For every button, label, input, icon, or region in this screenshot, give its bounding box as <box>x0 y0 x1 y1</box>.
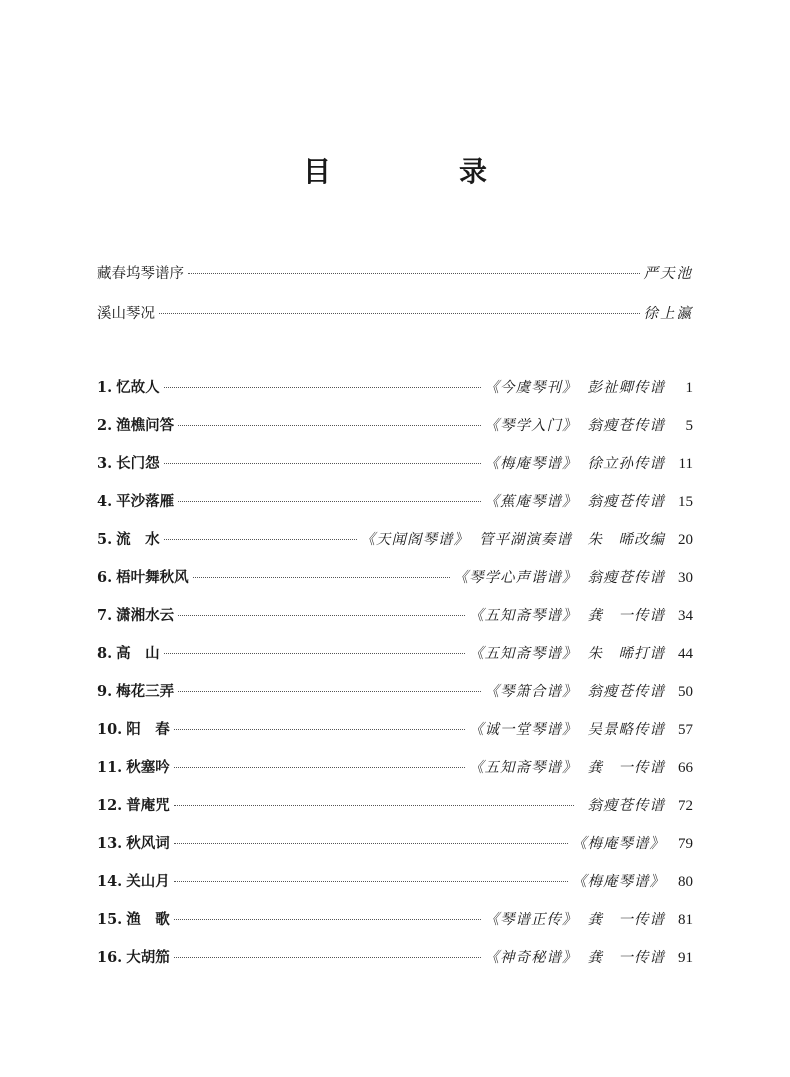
entry-title: 渔樵问答 <box>116 417 175 434</box>
toc-entry <box>97 642 693 680</box>
entry-source: 《蕉庵琴谱》 <box>484 494 578 510</box>
entry-transcriber: 管平湖演奏谱 朱 晞改编 <box>479 532 665 548</box>
preface-list <box>97 262 693 342</box>
entry-transcriber: 龚 一传谱 <box>587 950 665 966</box>
toc-entry <box>97 870 693 908</box>
toc-entry <box>97 832 693 870</box>
entry-source: 《五知斋琴谱》 <box>469 646 578 662</box>
page-title: 目 录 <box>302 155 537 188</box>
entry-transcriber: 翁瘦苍传谱 <box>587 570 665 586</box>
entry-page-number: 79 <box>678 836 693 852</box>
entry-page-number: 20 <box>678 532 693 548</box>
entry-number: 9. <box>97 683 113 700</box>
dot-leader <box>174 881 568 882</box>
entry-transcriber: 龚 一传谱 <box>587 608 665 624</box>
preface-author: 严天池 <box>643 266 693 282</box>
toc-entry <box>97 452 693 490</box>
toc-entry <box>97 604 693 642</box>
entry-number: 3. <box>97 455 113 472</box>
entry-title: 忆故人 <box>116 379 160 396</box>
entry-number: 6. <box>97 569 113 586</box>
entry-transcriber: 龚 一传谱 <box>587 760 665 776</box>
entry-page-number: 81 <box>678 912 693 928</box>
dot-leader <box>188 273 640 274</box>
entry-title: 平沙落雁 <box>116 493 175 510</box>
entry-title: 长门怨 <box>116 455 160 472</box>
entry-page-number: 11 <box>678 456 693 472</box>
entry-number: 12. <box>97 797 123 814</box>
dot-leader <box>174 767 465 768</box>
toc-entry <box>97 756 693 794</box>
entry-page-number: 1 <box>685 380 693 396</box>
entry-page-number: 30 <box>678 570 693 586</box>
entry-page-number: 57 <box>678 722 693 738</box>
dot-leader <box>178 615 465 616</box>
dot-leader <box>174 729 465 730</box>
entry-page-number: 91 <box>678 950 693 966</box>
entry-source: 《诚一堂琴谱》 <box>469 722 578 738</box>
entry-source: 《五知斋琴谱》 <box>469 608 578 624</box>
preface-title: 藏春坞琴谱序 <box>97 266 184 282</box>
entry-number: 4. <box>97 493 113 510</box>
preface-title: 溪山琴况 <box>97 306 155 322</box>
dot-leader <box>159 313 640 314</box>
entry-page-number: 66 <box>678 760 693 776</box>
entry-source: 《梅庵琴谱》 <box>484 456 578 472</box>
dot-leader <box>174 957 481 958</box>
entry-source: 《琴谱正传》 <box>484 912 578 928</box>
dot-leader <box>193 577 450 578</box>
entry-page-number: 50 <box>678 684 693 700</box>
entry-number: 5. <box>97 531 113 548</box>
entry-source: 《神奇秘谱》 <box>484 950 578 966</box>
entry-transcriber: 吴景略传谱 <box>587 722 665 738</box>
entry-number: 11. <box>97 759 123 776</box>
entry-title: 关山月 <box>126 873 170 890</box>
entry-title: 秋风词 <box>126 835 170 852</box>
entry-title: 流 水 <box>116 531 160 548</box>
preface-author: 徐上瀛 <box>643 306 693 322</box>
entry-number: 13. <box>97 835 123 852</box>
toc-entry <box>97 490 693 528</box>
entry-number: 2. <box>97 417 113 434</box>
entry-title: 梅花三弄 <box>116 683 175 700</box>
dot-leader <box>174 805 574 806</box>
entry-source: 《梅庵琴谱》 <box>572 874 665 890</box>
entry-page-number: 5 <box>685 418 693 434</box>
entry-source: 《五知斋琴谱》 <box>469 760 578 776</box>
entry-title: 潇湘水云 <box>116 607 175 624</box>
toc-entry <box>97 528 693 566</box>
entry-transcriber: 彭祉卿传谱 <box>587 380 665 396</box>
entry-transcriber: 翁瘦苍传谱 <box>587 494 665 510</box>
entry-source: 《梅庵琴谱》 <box>572 836 665 852</box>
toc-entry <box>97 908 693 946</box>
entry-transcriber: 朱 晞打谱 <box>587 646 665 662</box>
entry-page-number: 80 <box>678 874 693 890</box>
entry-number: 14. <box>97 873 123 890</box>
preface-item <box>97 302 693 342</box>
dot-leader <box>178 425 480 426</box>
entry-number: 16. <box>97 949 123 966</box>
entry-page-number: 44 <box>678 646 693 662</box>
entry-transcriber: 翁瘦苍传谱 <box>587 418 665 434</box>
entry-page-number: 72 <box>678 798 693 814</box>
entry-transcriber: 徐立孙传谱 <box>587 456 665 472</box>
toc-entry <box>97 414 693 452</box>
dot-leader <box>178 691 480 692</box>
dot-leader <box>178 501 480 502</box>
dot-leader <box>164 539 357 540</box>
toc-entry <box>97 376 693 414</box>
dot-leader <box>174 919 481 920</box>
entry-transcriber: 翁瘦苍传谱 <box>587 798 665 814</box>
entry-source: 《天闻阁琴谱》 <box>360 532 469 548</box>
entry-page-number: 34 <box>678 608 693 624</box>
toc-entry <box>97 680 693 718</box>
entry-title: 阳 春 <box>126 721 170 738</box>
dot-leader <box>164 463 481 464</box>
entry-number: 10. <box>97 721 123 738</box>
entry-source: 《琴箫合谱》 <box>484 684 578 700</box>
toc-entry <box>97 566 693 604</box>
entry-title: 秋塞吟 <box>126 759 170 776</box>
entry-source: 《今虞琴刊》 <box>484 380 578 396</box>
toc-entry-list <box>97 376 693 984</box>
entry-title: 大胡笳 <box>126 949 170 966</box>
entry-number: 7. <box>97 607 113 624</box>
entry-transcriber: 龚 一传谱 <box>587 912 665 928</box>
dot-leader <box>164 653 465 654</box>
entry-source: 《琴学心声谐谱》 <box>453 570 578 586</box>
dot-leader <box>164 387 481 388</box>
preface-item <box>97 262 693 302</box>
dot-leader <box>174 843 568 844</box>
entry-number: 1. <box>97 379 113 396</box>
toc-entry <box>97 718 693 756</box>
entry-number: 8. <box>97 645 113 662</box>
entry-title: 梧叶舞秋风 <box>116 569 189 586</box>
entry-transcriber: 翁瘦苍传谱 <box>587 684 665 700</box>
toc-entry <box>97 794 693 832</box>
toc-entry <box>97 946 693 984</box>
entry-page-number: 15 <box>678 494 693 510</box>
entry-title: 普庵咒 <box>126 797 170 814</box>
entry-title: 高 山 <box>116 645 160 662</box>
entry-title: 渔 歌 <box>126 911 170 928</box>
entry-source: 《琴学入门》 <box>484 418 578 434</box>
entry-number: 15. <box>97 911 123 928</box>
